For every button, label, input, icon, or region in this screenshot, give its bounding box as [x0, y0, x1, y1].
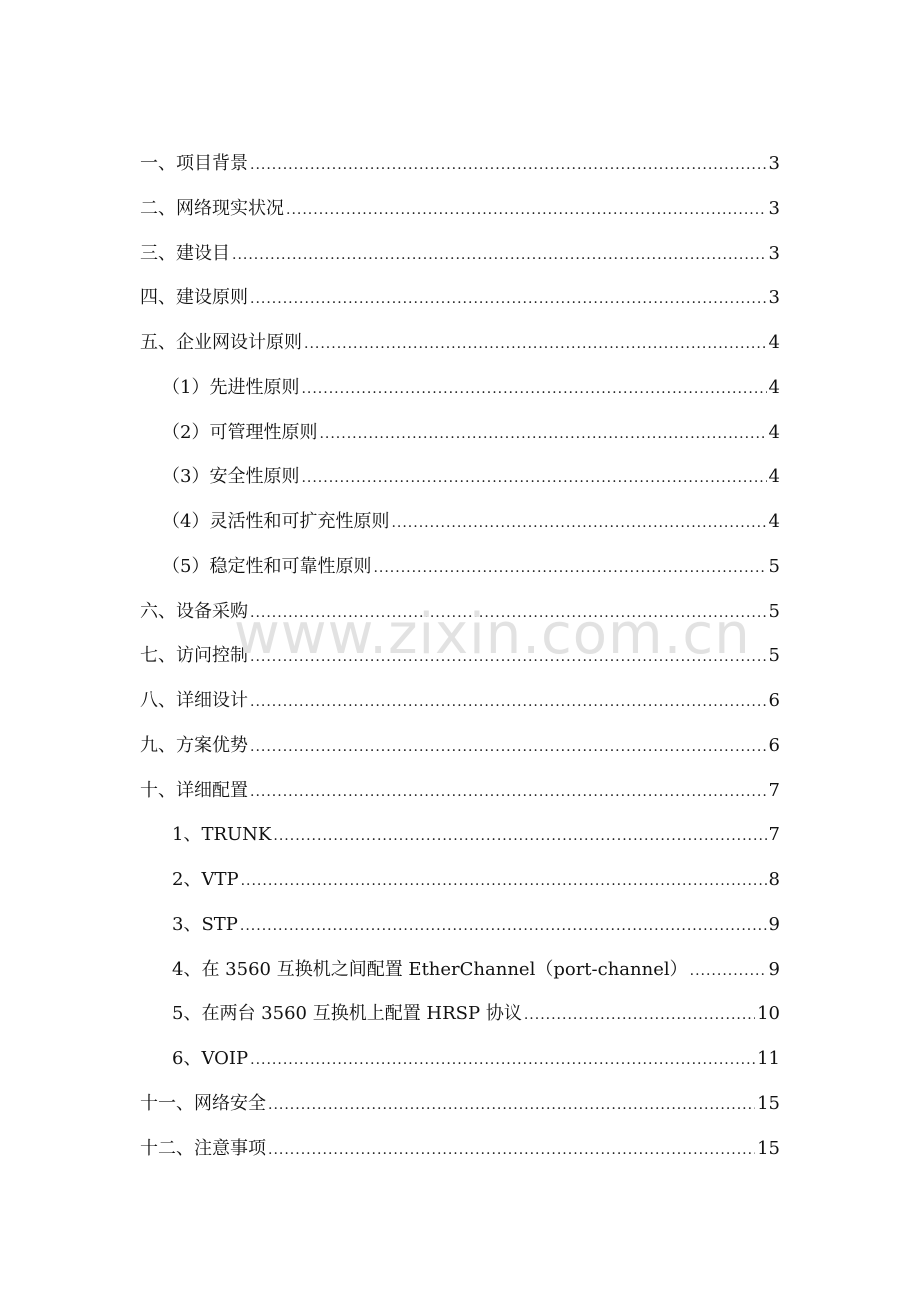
toc-entry-label: 6、VOIP	[172, 1048, 249, 1069]
dot-leader	[250, 687, 767, 717]
toc-entry-notes[interactable]	[140, 1134, 780, 1164]
toc-entry-label: 七、访问控制	[140, 645, 248, 666]
toc-entry-label: （4）灵活性和可扩充性原则	[162, 511, 390, 532]
toc-entry-page: 15	[757, 1093, 780, 1114]
toc-entry-label: 2、VTP	[172, 869, 239, 890]
toc-entry-reliability-principle[interactable]	[162, 552, 780, 582]
toc-entry-advanced-principle[interactable]	[162, 373, 780, 403]
toc-entry-stp[interactable]	[172, 910, 780, 940]
toc-entry-label: 5、在两台 3560 互换机上配置 HRSP 协议	[172, 1003, 522, 1024]
toc-entry-page: 3	[768, 243, 780, 264]
toc-entry-construction-goal[interactable]	[140, 239, 780, 269]
toc-entry-etherchannel[interactable]	[172, 955, 780, 985]
dot-leader	[391, 508, 766, 538]
toc-entry-label: 3、STP	[172, 914, 238, 935]
toc-entry-detailed-design[interactable]	[140, 686, 780, 716]
toc-entry-label: 九、方案优势	[140, 735, 248, 756]
dot-leader	[373, 553, 766, 583]
toc-entry-page: 11	[757, 1048, 780, 1069]
toc-entry-security-principle[interactable]	[162, 462, 780, 492]
toc-entry-page: 6	[768, 735, 780, 756]
toc-entry-page: 3	[768, 198, 780, 219]
dot-leader	[241, 866, 767, 896]
toc-entry-label: 五、企业网设计原则	[140, 332, 302, 353]
toc-entry-equipment-purchase[interactable]	[140, 597, 780, 627]
toc-entry-label: （3）安全性原则	[162, 466, 300, 487]
dot-leader	[268, 1090, 755, 1120]
toc-entry-label: （5）稳定性和可靠性原则	[162, 556, 372, 577]
toc-entry-label: （1）先进性原则	[162, 377, 300, 398]
toc-entry-manageability-principle[interactable]	[162, 418, 780, 448]
dot-leader	[524, 1000, 755, 1030]
toc-entry-page: 15	[757, 1138, 780, 1159]
toc-entry-page: 9	[768, 959, 780, 980]
toc-entry-label: （2）可管理性原则	[162, 422, 318, 443]
toc-entry-label: 十二、注意事项	[140, 1138, 266, 1159]
dot-leader	[232, 240, 767, 270]
dot-leader	[286, 195, 767, 225]
toc-entry-page: 5	[768, 601, 780, 622]
toc-entry-page: 5	[768, 645, 780, 666]
watermark: www.zixin.com.cn	[234, 602, 751, 667]
toc-entry-page: 4	[768, 466, 780, 487]
toc-entry-page: 5	[768, 556, 780, 577]
dot-leader	[304, 329, 767, 359]
dot-leader	[301, 374, 766, 404]
toc-entry-label: 1、TRUNK	[172, 824, 272, 845]
toc-entry-label: 六、设备采购	[140, 601, 248, 622]
toc-entry-page: 4	[768, 332, 780, 353]
toc-entry-project-background[interactable]	[140, 149, 780, 179]
toc-entry-solution-advantages[interactable]	[140, 731, 780, 761]
toc-entry-construction-principles[interactable]	[140, 283, 780, 313]
dot-leader	[319, 419, 766, 449]
dot-leader	[690, 956, 767, 986]
toc-entry-page: 7	[768, 780, 780, 801]
dot-leader	[250, 642, 767, 672]
dot-leader	[301, 463, 766, 493]
toc-entry-vtp[interactable]	[172, 865, 780, 895]
toc-entry-flexibility-principle[interactable]	[162, 507, 780, 537]
dot-leader	[250, 732, 767, 762]
toc-entry-page: 4	[768, 511, 780, 532]
toc-entry-hrsp[interactable]	[172, 999, 780, 1029]
toc-entry-label: 4、在 3560 互换机之间配置 EtherChannel（port-channel）	[172, 959, 688, 980]
toc-entry-network-status[interactable]	[140, 194, 780, 224]
toc-entry-trunk[interactable]	[172, 820, 780, 850]
dot-leader	[250, 284, 767, 314]
toc-entry-page: 3	[768, 287, 780, 308]
toc-entry-page: 3	[768, 153, 780, 174]
toc-entry-access-control[interactable]	[140, 641, 780, 671]
toc-entry-label: 十、详细配置	[140, 780, 248, 801]
dot-leader	[250, 598, 767, 628]
toc-entry-page: 6	[768, 690, 780, 711]
toc-entry-page: 4	[768, 377, 780, 398]
toc-entry-label: 十一、网络安全	[140, 1093, 266, 1114]
dot-leader	[268, 1135, 755, 1165]
dot-leader	[250, 1045, 755, 1075]
toc-entry-label: 一、项目背景	[140, 153, 248, 174]
toc-entry-label: 四、建设原则	[140, 287, 248, 308]
toc-entry-page: 9	[768, 914, 780, 935]
toc-entry-page: 4	[768, 422, 780, 443]
toc-entry-enterprise-network-principles[interactable]	[140, 328, 780, 358]
toc-entry-detailed-configuration[interactable]	[140, 776, 780, 806]
dot-leader	[273, 821, 766, 851]
toc-entry-page: 10	[757, 1003, 780, 1024]
toc-entry-network-security[interactable]	[140, 1089, 780, 1119]
dot-leader	[240, 911, 767, 941]
toc-entry-page: 7	[768, 824, 780, 845]
toc-entry-label: 二、网络现实状况	[140, 198, 284, 219]
toc-entry-voip[interactable]	[172, 1044, 780, 1074]
toc-entry-label: 八、详细设计	[140, 690, 248, 711]
toc-entry-page: 8	[768, 869, 780, 890]
dot-leader	[250, 150, 767, 180]
dot-leader	[250, 777, 767, 807]
toc-entry-label: 三、建设目	[140, 243, 230, 264]
